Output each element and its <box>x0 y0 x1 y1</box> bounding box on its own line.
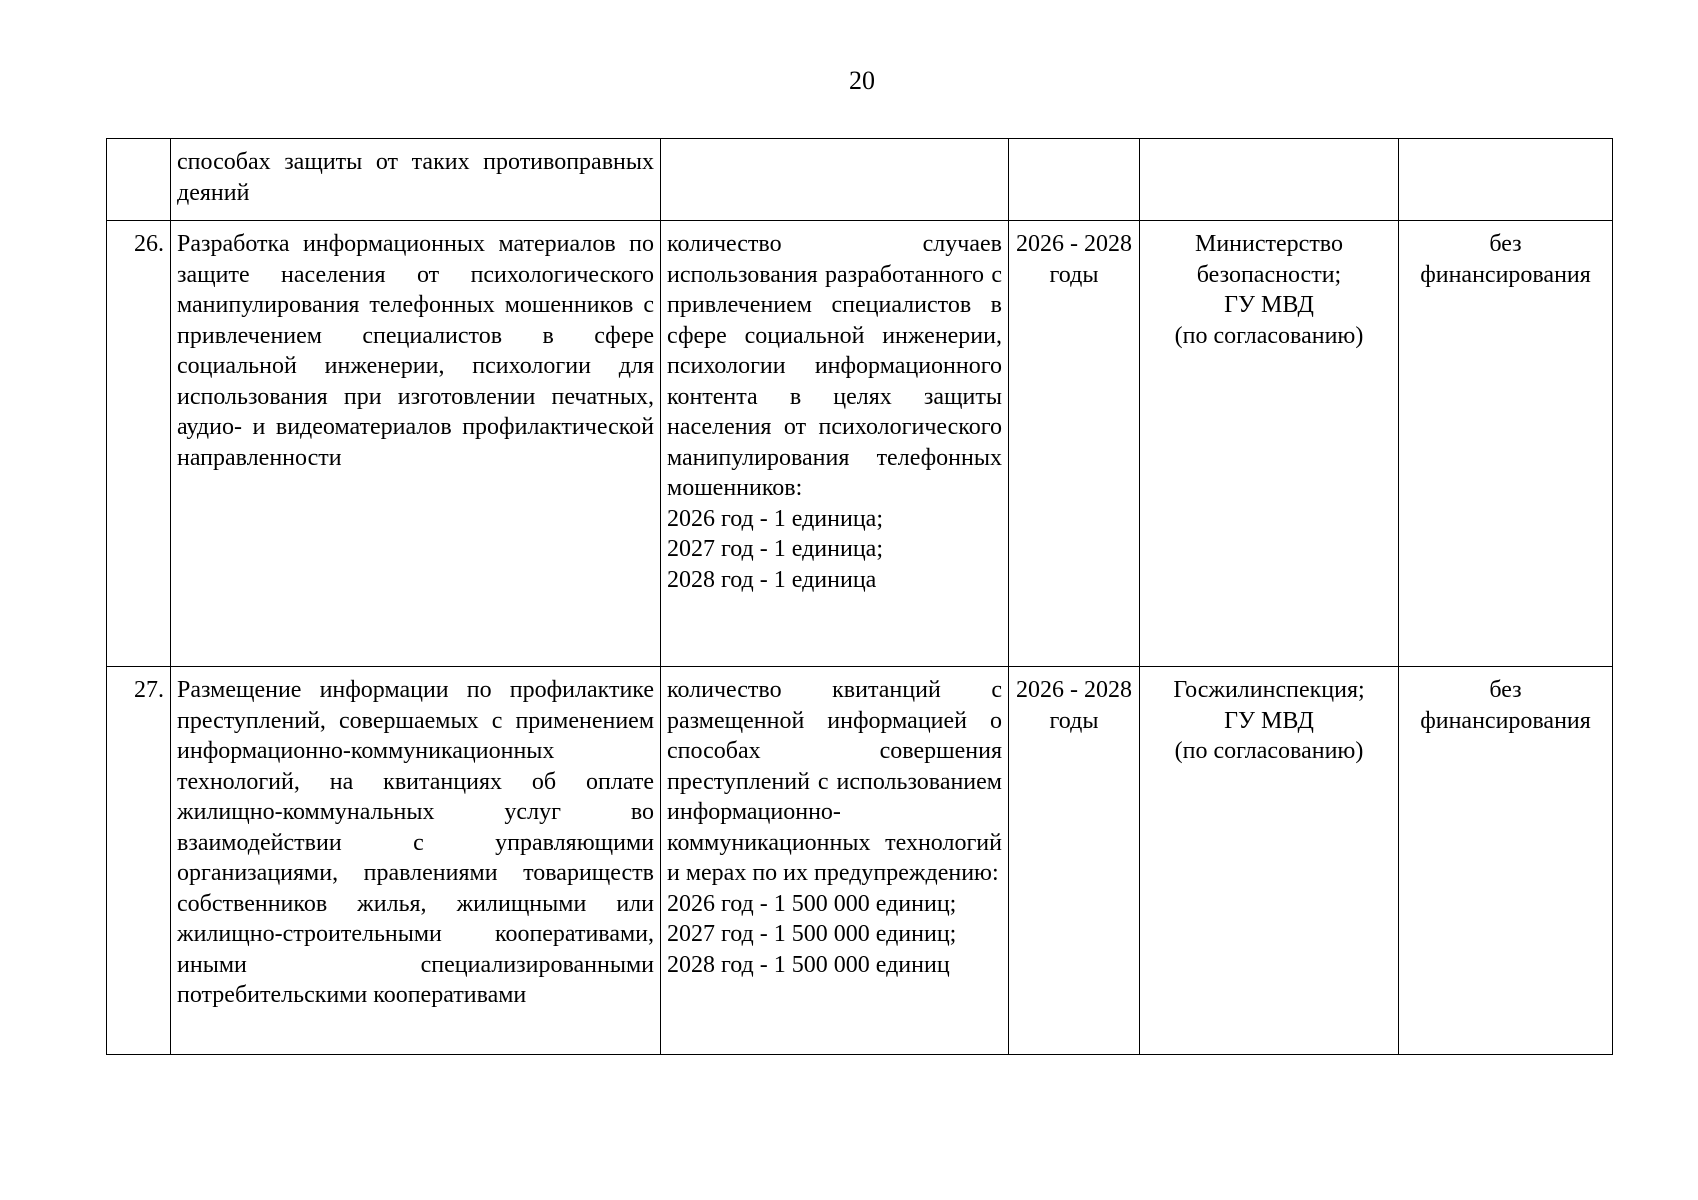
indicator-cell <box>661 667 1009 1055</box>
indicator-year-value: 2026 год - 1 500 000 единиц; <box>667 890 957 917</box>
financing-line: без <box>1489 677 1522 703</box>
table-row <box>107 667 1613 1055</box>
indicator-year-value: 2028 год - 1 500 000 единиц <box>667 951 950 978</box>
indicator-year-value: 2027 год - 1 500 000 единиц; <box>667 921 957 947</box>
table-row <box>107 221 1613 667</box>
financing-cell <box>1399 667 1613 1055</box>
financing-line: финансирования <box>1420 261 1591 288</box>
measure-description-cell <box>171 667 661 1055</box>
period-cell: 2026 - 2028 годы <box>1009 221 1140 667</box>
indicator-text: количество случаев использования разработанного с привлечением специалистов в сфере социальной инженерии, психологии информационного контента в целях защиты населения от психологического манипулирования телефонных мошенников: <box>667 231 1002 501</box>
period-cell <box>1009 139 1140 221</box>
executor-line: ГУ МВД <box>1224 707 1314 734</box>
executor-line: (по согласованию) <box>1174 738 1364 764</box>
measure-description: Разработка информационных материалов по защите населения от психологического манипулирования телефонных мошенников с привлечением специалистов в сфере социальной инженерии, психологии для использования при изготовлении печатных, аудио- и видеоматериалов профилактической направленности <box>177 231 654 471</box>
financing-line: без <box>1489 231 1522 257</box>
table-row <box>107 139 1613 221</box>
measure-description: Размещение информации по профилактике преступлений, совершаемых с применением информационно-коммуникационных технологий, на квитанциях об оплате жилищно-коммунальных услуг во взаимодействии с управляющими организациями, правлениями товариществ собственников жилья, жилищными или жилищно-строительными кооперативами, иными специализированными потребительскими кооперативами <box>177 677 654 1008</box>
executor-cell <box>1140 139 1399 221</box>
measures-table <box>106 138 1613 1055</box>
financing-line: финансирования <box>1420 707 1591 734</box>
indicator-text: количество квитанций с размещенной информацией о способах совершения преступлений с использованием информационно-коммуникационных технологий и мерах по их предупреждению: <box>667 677 1002 886</box>
row-number-cell: 27. <box>107 667 171 1055</box>
executor-cell <box>1140 221 1399 667</box>
executor-cell <box>1140 667 1399 1055</box>
financing-cell <box>1399 139 1613 221</box>
period-cell: 2026 - 2028 годы <box>1009 667 1140 1055</box>
page-number: 20 <box>849 66 875 95</box>
executor-line: Госжилинспекция; <box>1173 677 1365 703</box>
indicator-cell <box>661 139 1009 221</box>
measure-description-cell <box>171 139 661 221</box>
row-number-cell: 26. <box>107 221 171 667</box>
measure-description-cell <box>171 221 661 667</box>
indicator-year-value: 2026 год - 1 единица; <box>667 505 883 532</box>
measure-description: способах защиты от таких противоправных деяний <box>177 149 654 206</box>
executor-line: (по согласованию) <box>1174 322 1364 349</box>
row-number-cell <box>107 139 171 221</box>
executor-line: ГУ МВД <box>1224 292 1314 318</box>
indicator-cell <box>661 221 1009 667</box>
financing-cell <box>1399 221 1613 667</box>
indicator-year-value: 2027 год - 1 единица; <box>667 536 883 562</box>
indicator-year-value: 2028 год - 1 единица <box>667 566 877 593</box>
executor-line: Министерство безопасности; <box>1195 231 1343 288</box>
